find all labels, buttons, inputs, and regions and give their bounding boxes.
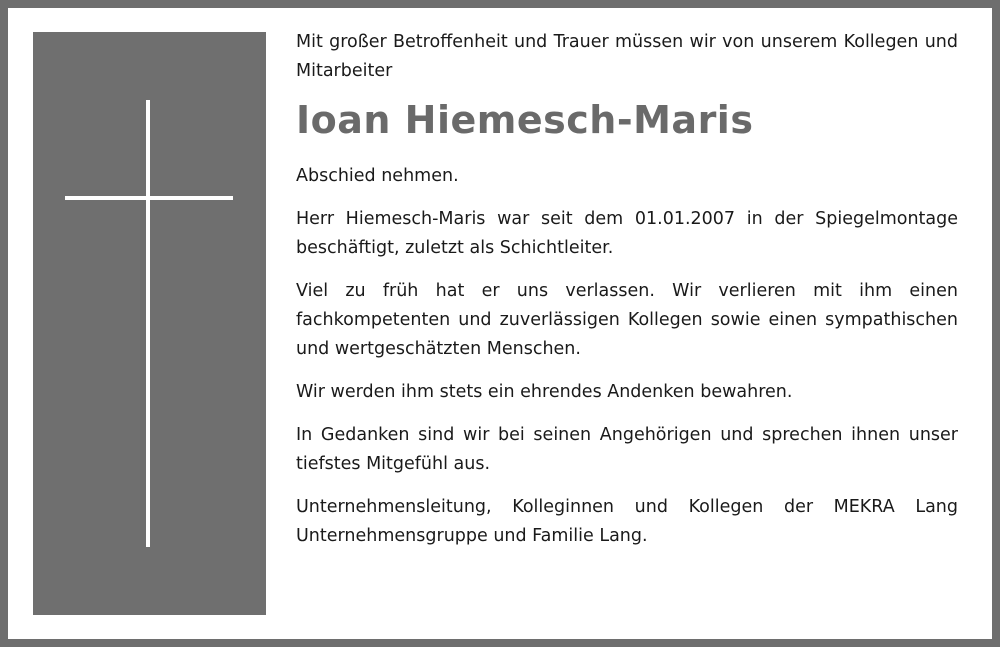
employment-paragraph: Herr Hiemesch-Maris war seit dem 01.01.2007 in der Spiegelmontage beschäftigt, zuletzt als Schichtleiter. (296, 209, 958, 258)
condolence-paragraph: In Gedanken sind wir bei seinen Angehörigen und sprechen ihnen unser tiefstes Mitgefühl aus. (296, 425, 958, 474)
obituary-text (296, 28, 958, 551)
deceased-name: Ioan Hiemesch-Maris (296, 98, 754, 142)
intro-text: Mit großer Betroffenheit und Trauer müssen wir von unserem Kollegen und Mitarbeiter (296, 32, 958, 81)
farewell-text: Abschied nehmen. (296, 166, 459, 186)
tribute-paragraph: Viel zu früh hat er uns verlassen. Wir verlieren mit ihm einen fachkompetenten und zuverlässigen Kollegen sowie einen sympathischen und wertgeschätzten Menschen. (296, 281, 958, 359)
signature-text: Unternehmensleitung, Kolleginnen und Kollegen der MEKRA Lang Unternehmensgruppe und Familie Lang. (296, 497, 958, 546)
cross-vertical-bar (146, 100, 150, 547)
memory-paragraph: Wir werden ihm stets ein ehrendes Andenken bewahren. (296, 382, 793, 402)
cross-horizontal-bar (65, 196, 233, 200)
